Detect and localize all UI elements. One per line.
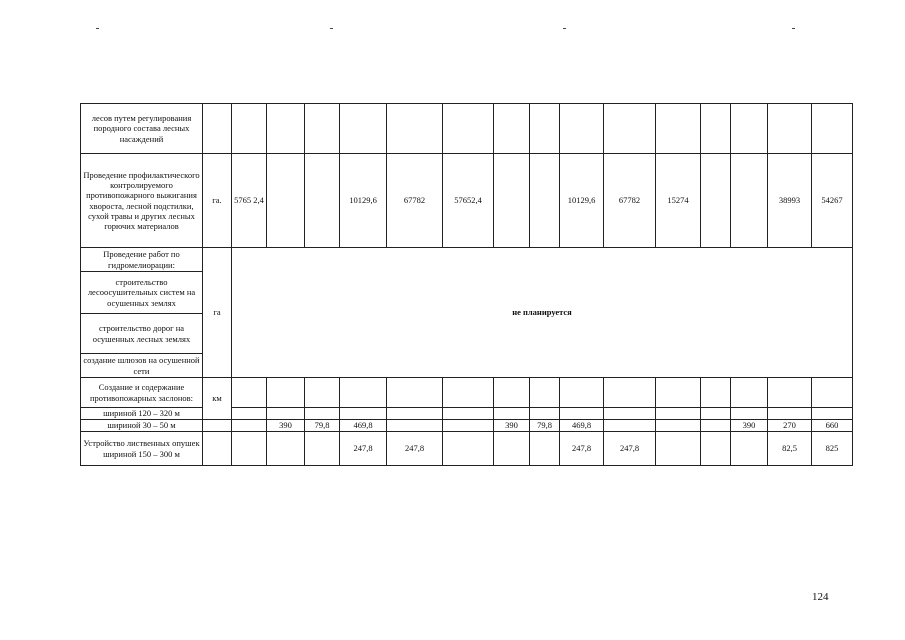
value-cell: 67782 (387, 154, 443, 248)
value-cell (494, 432, 530, 466)
value-cell (443, 378, 494, 408)
table-row (81, 432, 853, 466)
row-label: лесов путем регулирования породного состава лесных насаждений (81, 104, 203, 154)
value-cell (387, 408, 443, 420)
value-cell: 57652,4 (443, 154, 494, 248)
value-cell (305, 408, 340, 420)
value-cell: 5765 2,4 (232, 154, 267, 248)
value-cell (267, 378, 305, 408)
value-cell (232, 432, 267, 466)
value-cell (530, 378, 560, 408)
value-cell: 54267 (812, 154, 853, 248)
value-cell (656, 104, 701, 154)
value-cell (443, 432, 494, 466)
value-cell (560, 104, 604, 154)
value-cell: 38993 (768, 154, 812, 248)
value-cell (656, 378, 701, 408)
value-cell: 247,8 (560, 432, 604, 466)
value-cell (494, 104, 530, 154)
value-cell (494, 408, 530, 420)
value-cell (443, 420, 494, 432)
value-cell: 79,8 (530, 420, 560, 432)
row-label: шириной 120 – 320 м (81, 408, 203, 420)
value-cell (701, 420, 731, 432)
value-cell (604, 408, 656, 420)
value-cell (305, 104, 340, 154)
row-label: Проведение работ по гидромелиорации: (81, 248, 203, 272)
value-cell (701, 104, 731, 154)
value-cell: 10129,6 (560, 154, 604, 248)
scan-mark (330, 28, 333, 29)
unit-cell: га (203, 248, 232, 378)
value-cell (604, 378, 656, 408)
scan-mark (792, 28, 795, 29)
value-cell: 247,8 (340, 432, 387, 466)
value-cell (530, 104, 560, 154)
scan-mark (96, 28, 99, 29)
value-cell (340, 104, 387, 154)
value-cell (812, 378, 853, 408)
value-cell (232, 104, 267, 154)
value-cell: 390 (494, 420, 530, 432)
row-label: Устройство лиственных опушек шириной 150 – 300 м (81, 432, 203, 466)
value-cell (494, 378, 530, 408)
value-cell (267, 408, 305, 420)
table-row (81, 104, 853, 154)
forest-measures-table (80, 103, 853, 466)
value-cell (731, 378, 768, 408)
value-cell: 82,5 (768, 432, 812, 466)
value-cell (443, 104, 494, 154)
value-cell (731, 432, 768, 466)
value-cell (656, 408, 701, 420)
value-cell (560, 408, 604, 420)
merged-note-cell: не планируется (232, 248, 853, 378)
value-cell (768, 378, 812, 408)
row-label: Проведение профилактического контролируемого противопожарного выжигания хвороста, лесной подстилки, сухой травы и других лесных горючих материалов (81, 154, 203, 248)
value-cell (768, 408, 812, 420)
scan-mark (563, 28, 566, 29)
value-cell (530, 408, 560, 420)
value-cell (267, 432, 305, 466)
value-cell (731, 408, 768, 420)
value-cell: 247,8 (387, 432, 443, 466)
unit-cell (203, 104, 232, 154)
value-cell (340, 378, 387, 408)
unit-cell (203, 420, 232, 432)
value-cell: 660 (812, 420, 853, 432)
unit-cell: км (203, 378, 232, 420)
value-cell: 247,8 (604, 432, 656, 466)
value-cell (232, 378, 267, 408)
value-cell: 79,8 (305, 420, 340, 432)
row-label: Создание и содержание противопожарных заслонов: (81, 378, 203, 408)
table-row (81, 408, 853, 420)
value-cell (656, 420, 701, 432)
value-cell (701, 378, 731, 408)
value-cell (560, 378, 604, 408)
value-cell: 469,8 (340, 420, 387, 432)
value-cell: 825 (812, 432, 853, 466)
value-cell: 390 (267, 420, 305, 432)
value-cell (494, 154, 530, 248)
value-cell (701, 408, 731, 420)
value-cell (812, 104, 853, 154)
value-cell (232, 420, 267, 432)
value-cell: 469,8 (560, 420, 604, 432)
value-cell (530, 154, 560, 248)
value-cell (305, 154, 340, 248)
row-label: строительство дорог на осушенных лесных землях (81, 314, 203, 354)
value-cell (701, 154, 731, 248)
table-row (81, 248, 853, 272)
value-cell (305, 432, 340, 466)
table-row (81, 378, 853, 408)
value-cell (604, 104, 656, 154)
row-label: шириной 30 – 50 м (81, 420, 203, 432)
value-cell (731, 154, 768, 248)
value-cell (812, 408, 853, 420)
row-label: строительство лесоосушительных систем на осушенных землях (81, 272, 203, 314)
table-row (81, 420, 853, 432)
value-cell (443, 408, 494, 420)
value-cell (267, 104, 305, 154)
value-cell (267, 154, 305, 248)
value-cell: 67782 (604, 154, 656, 248)
page-number: 124 (812, 591, 829, 603)
value-cell (701, 432, 731, 466)
value-cell (604, 420, 656, 432)
value-cell (656, 432, 701, 466)
value-cell: 10129,6 (340, 154, 387, 248)
table-row (81, 154, 853, 248)
value-cell (340, 408, 387, 420)
value-cell (387, 420, 443, 432)
value-cell (768, 104, 812, 154)
value-cell (387, 378, 443, 408)
value-cell (530, 432, 560, 466)
value-cell: 15274 (656, 154, 701, 248)
unit-cell (203, 432, 232, 466)
value-cell (305, 378, 340, 408)
value-cell (232, 408, 267, 420)
value-cell: 390 (731, 420, 768, 432)
unit-cell: га. (203, 154, 232, 248)
value-cell (387, 104, 443, 154)
row-label: создание шлюзов на осушенной сети (81, 354, 203, 378)
value-cell: 270 (768, 420, 812, 432)
value-cell (731, 104, 768, 154)
